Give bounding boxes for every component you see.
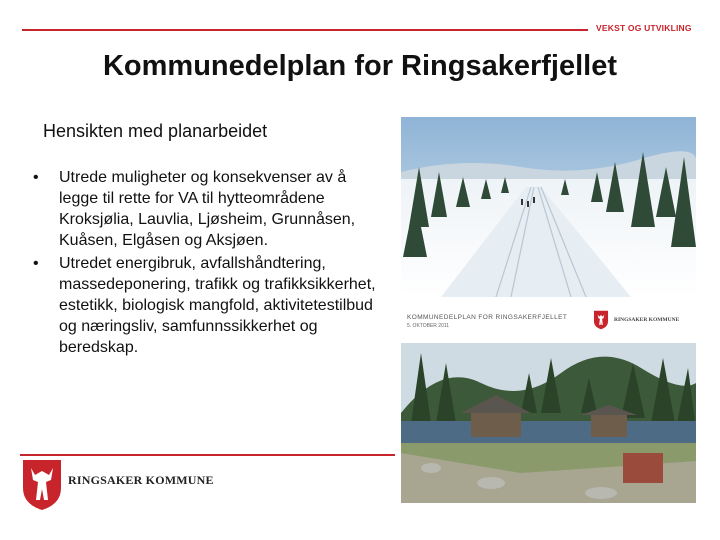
header-rule: [22, 29, 588, 31]
header-tagline: VEKST OG UTVIKLING: [596, 23, 692, 33]
bullet-dot-icon: •: [33, 255, 39, 272]
bullet-text: Utrede muligheter og konsekvenser av å legge til rette for VA til hytteområdene Kroksjølia, Lauvlia, Ljøsheim, Grunnåsen, Kuåsen, Elgåsen og Aksjøen.: [59, 169, 356, 249]
card-title: KOMMUNEDELPLAN FOR RINGSAKERFJELLET: [407, 314, 568, 321]
bullet-text: Utredet energibruk, avfallshåndtering, massedeponering, trafikk og trafikksikkerhet, estetikk, biologisk mangfold, aktivitetestilbud og næringsliv, samfunnssikkerhet og beredskap.: [59, 255, 376, 356]
bullet-dot-icon: •: [33, 169, 39, 186]
slide-subtitle: Hensikten med planarbeidet: [43, 121, 268, 141]
ski-trail-photo: [401, 117, 696, 297]
card-date: 5. OKTOBER 2011: [407, 323, 450, 329]
moose-crest-icon: [21, 458, 63, 512]
bullet-item: [33, 253, 383, 358]
footer-org-name: RINGSAKER KOMMUNE: [68, 473, 214, 487]
lake-pavilion-photo: [401, 343, 696, 503]
footer-rule: [20, 454, 395, 456]
moose-crest-icon: [593, 310, 609, 330]
bullet-list: [33, 167, 383, 360]
slide-title: Kommunedelplan for Ringsakerfjellet: [102, 50, 618, 82]
card-org-name: RINGSAKER KOMMUNE: [614, 317, 680, 323]
bullet-item: [33, 167, 383, 251]
